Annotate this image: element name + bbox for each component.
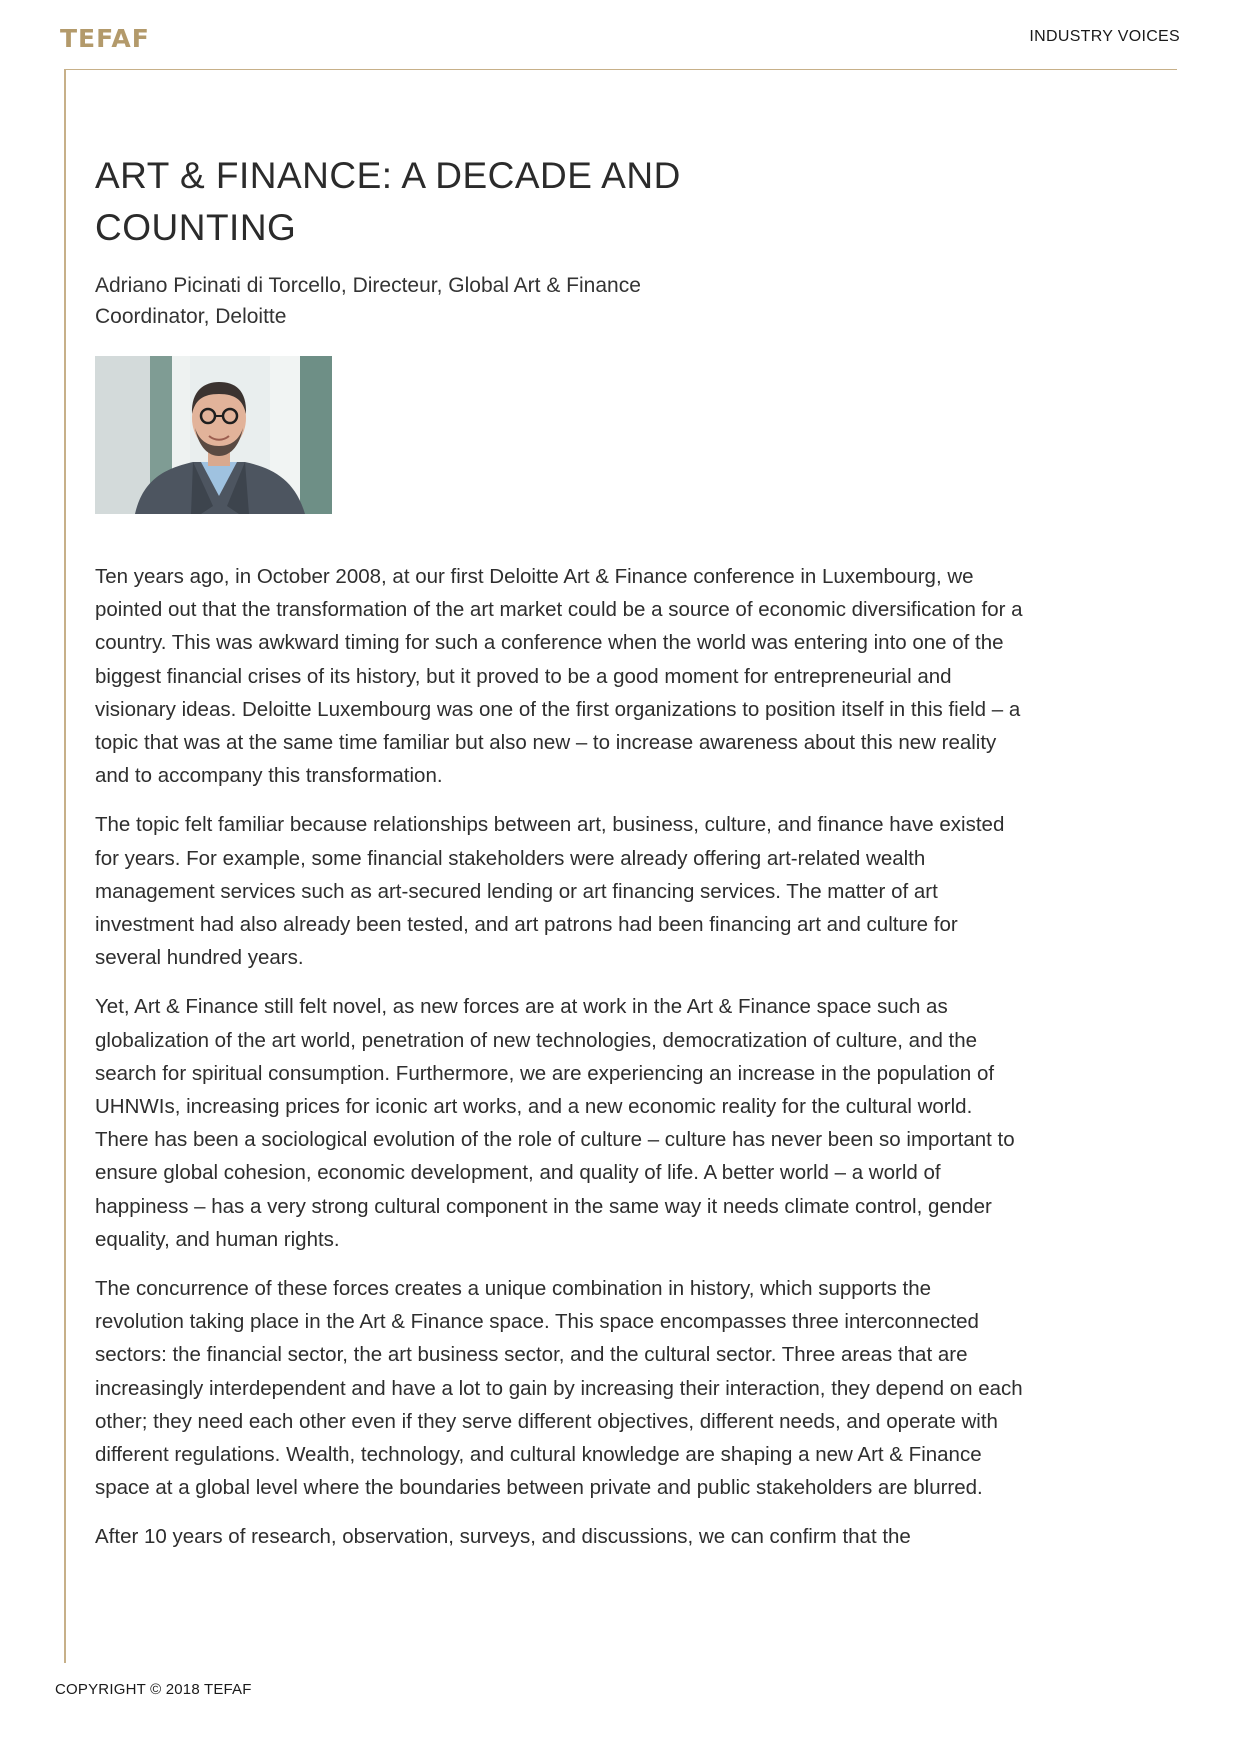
- author-byline: Adriano Picinati di Torcello, Directeur, Global Art & Finance Coordinator, Deloitte: [95, 274, 641, 328]
- article-title: ART & FINANCE: A DECADE AND COUNTING: [95, 155, 681, 248]
- section-label: INDUSTRY VOICES: [1029, 28, 1180, 45]
- body-paragraph: After 10 years of research, observation, surveys, and discussions, we can confirm that the: [95, 1525, 911, 1549]
- header-divider: [64, 69, 1177, 70]
- author-photo-image: [95, 356, 332, 514]
- body-paragraph: Yet, Art & Finance still felt novel, as new forces are at work in the Art & Finance space such as globalization of the art world, penetration of new technologies, democratization of culture, and the search for spiritual consumption. Furthermore, we are experiencing an increase in the population of UHNWIs, increasing prices for iconic art works, and a new economic reality for the cultural world. There has been a sociological evolution of the role of culture – culture has never been so important to ensure global cohesion, economic development, and quality of life. A better world – a world of happiness – has a very strong cultural component in the same way it needs climate control, gender equality, and human rights.: [95, 995, 1015, 1251]
- body-paragraph: The concurrence of these forces creates a unique combination in history, which supports the revolution taking place in the Art & Finance space. This space encompasses three interconnected sectors: the financial sector, the art business sector, and the cultural sector. Three areas that are increasingly interdependent and have a lot to gain by increasing their interaction, they depend on each other; they need each other even if they serve different objectives, different needs, and operate with different regulations. Wealth, technology, and cultural knowledge are shaping a new Art & Finance space at a global level where the boundaries between private and public stakeholders are blurred.: [95, 1277, 1023, 1500]
- copyright-notice: COPYRIGHT © 2018 TEFAF: [55, 1681, 252, 1698]
- author-portrait: [95, 356, 332, 514]
- body-paragraph: Ten years ago, in October 2008, at our first Deloitte Art & Finance conference in Luxembourg, we pointed out that the transformation of the art market could be a source of economic diversification for a country. This was awkward timing for such a conference when the world was entering into one of the biggest financial crises of its history, but it proved to be a good moment for entrepreneurial and visionary ideas. Deloitte Luxembourg was one of the first organizations to position itself in this field – a topic that was at the same time familiar but also new – to increase awareness about this new reality and to accompany this transformation.: [95, 565, 1023, 788]
- body-paragraph: The topic felt familiar because relationships between art, business, culture, and finance have existed for years. For example, some financial stakeholders were already offering art-related wealth management services such as art-secured lending or art financing services. The matter of art investment had also already been tested, and art patrons had been financing art and culture for several hundred years.: [95, 813, 1005, 970]
- article-body: [95, 560, 1025, 1554]
- left-accent-rule: [64, 69, 66, 1663]
- article: [95, 150, 1025, 1570]
- tefaf-logo: TEFAF: [60, 24, 150, 53]
